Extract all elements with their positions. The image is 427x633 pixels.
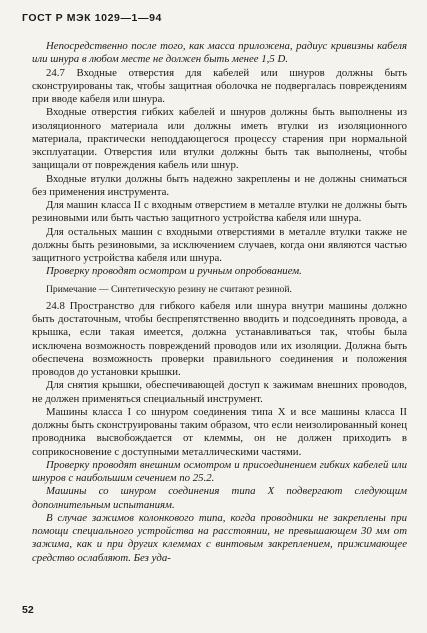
paragraph-13: В случае зажимов колонкового типа, когда проводники не закреплены при помощи специального устройства на расстоянии, не превышающем 30 мм от зажима, как и при других клеммах с винтовым закреплением, прижимающее средство ослабляют. Без уда- xyxy=(32,511,407,564)
paragraph-2: 24.7 Входные отверстия для кабелей или шнуров должны быть сконструированы так, чтобы защитная оболочка не подвергалась повреждениям при вводе кабеля или шнура. xyxy=(32,66,407,105)
paragraph-4: Входные втулки должны быть надежно закреплены и не должны сниматься без применения инструмента. xyxy=(32,172,407,198)
paragraph-10: Машины класса I со шнуром соединения типа X и все машины класса II должны быть сконструированы таким образом, что если неизолированный конец проводника высвобождается от клеммы, он не должен приходить в соприкосновение с доступными металлическими частями. xyxy=(32,405,407,458)
paragraph-9: Для снятия крышки, обеспечивающей доступ к зажимам внешних проводов, не должен применяться специальный инструмент. xyxy=(32,379,407,405)
paragraph-3: Входные отверстия гибких кабелей и шнуров должны быть выполнены из изоляционного материала или должны иметь втулки из изоляционного материала, практически неподдающегося процессу старения при нормальной эксплуатации. Отверстия или втулки должны быть так выполнены, чтобы защищали от повреждения кабель или шнур. xyxy=(32,106,407,172)
paragraph-8: 24.8 Пространство для гибкого кабеля или шнура внутри машины должно быть достаточным, чтобы беспрепятственно вводить и подсоединять провода, а крышка, если такая имеется, должна устанавливаться так, чтобы была исключена возможность повреждений проводов или их изоляции. Должна быть обеспечена возможность проверки правильного соединения и положения проводов до установки крышки. xyxy=(32,299,407,378)
page-number: 52 xyxy=(22,604,34,616)
paragraph-7: Проверку проводят осмотром и ручным опробованием. xyxy=(46,265,302,278)
paragraph-1: Непосредственно после того, как масса приложена, радиус кривизны кабеля или шнура в любом месте не должен быть менее 1,5 D. xyxy=(32,40,407,66)
paragraph-11: Проверку проводят внешним осмотром и присоединением гибких кабелей или шнуров с наибольшим сечением по 25.2. xyxy=(32,458,407,484)
body-text xyxy=(32,40,407,565)
paragraph-5: Для машин класса II с входным отверстием в металле втулки не должны быть резиновыми или быть частью защитного устройства кабеля или шнура. xyxy=(32,199,407,225)
paragraph-12: Машины со шнуром соединения типа X подвергают следующим дополнительным испытаниям. xyxy=(32,485,407,511)
paragraph-6: Для остальных машин с входными отверстиями в металле втулки также не должны быть резиновыми, за исключением случаев, когда они являются частью защитного устройства кабеля или шнура. xyxy=(32,225,407,264)
note: Примечание — Синтетическую резину не считают резиной. xyxy=(46,283,292,295)
running-header: ГОСТ Р МЭК 1029—1—94 xyxy=(22,12,162,24)
